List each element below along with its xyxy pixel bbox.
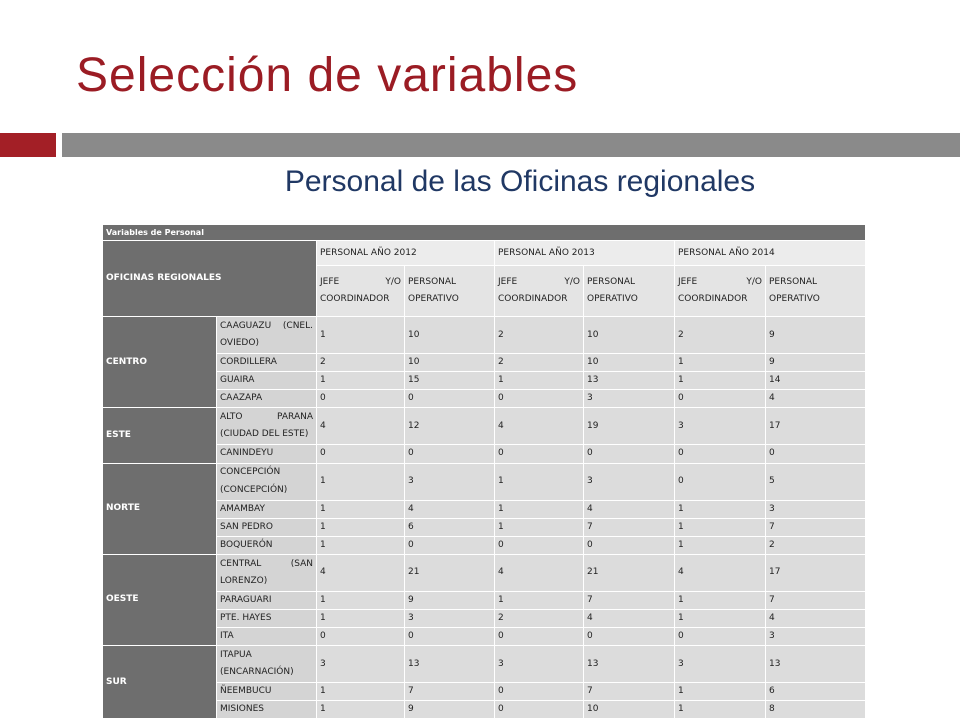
value-cell: 0 [405, 628, 495, 646]
value-cell: 3 [584, 463, 675, 500]
value-cell: 0 [495, 536, 584, 554]
value-cell: 9 [766, 317, 866, 354]
value-cell: 0 [675, 463, 766, 500]
value-cell: 1 [675, 701, 766, 719]
value-cell: 0 [495, 445, 584, 463]
value-cell: 6 [766, 683, 866, 701]
value-cell: 0 [405, 390, 495, 408]
value-cell: 0 [405, 445, 495, 463]
table-row [103, 591, 866, 609]
value-cell: 0 [317, 390, 405, 408]
value-cell: 0 [675, 445, 766, 463]
value-cell: 4 [584, 609, 675, 627]
value-cell: 0 [495, 390, 584, 408]
value-cell: 3 [495, 646, 584, 683]
value-cell: 7 [405, 683, 495, 701]
table-row [103, 518, 866, 536]
value-cell: 6 [405, 518, 495, 536]
value-cell: 1 [675, 354, 766, 372]
value-cell: 10 [584, 354, 675, 372]
value-cell: 1 [317, 372, 405, 390]
value-cell: 1 [675, 609, 766, 627]
region-cell: SUR [103, 646, 217, 719]
value-cell: 7 [766, 591, 866, 609]
value-cell: 4 [317, 408, 405, 445]
subheader-operativo: PERSONAL OPERATIVO [405, 266, 495, 317]
value-cell: 1 [317, 536, 405, 554]
value-cell: 2 [317, 354, 405, 372]
office-name: AMAMBAY [217, 500, 317, 518]
value-cell: 1 [495, 518, 584, 536]
value-cell: 0 [495, 683, 584, 701]
table-row [103, 683, 866, 701]
value-cell: 0 [495, 628, 584, 646]
value-cell: 4 [495, 408, 584, 445]
value-cell: 21 [405, 554, 495, 591]
region-cell: NORTE [103, 463, 217, 554]
office-name: BOQUERÓN [217, 536, 317, 554]
value-cell: 13 [405, 646, 495, 683]
region-header: OFICINAS REGIONALES [103, 241, 317, 317]
region-cell: CENTRO [103, 317, 217, 408]
value-cell: 10 [584, 317, 675, 354]
office-name: CAAZAPA [217, 390, 317, 408]
accent-bar-gray [62, 133, 960, 157]
value-cell: 13 [766, 646, 866, 683]
value-cell: 3 [766, 628, 866, 646]
value-cell: 1 [675, 536, 766, 554]
table-subtitle: Personal de las Oficinas regionales [284, 165, 756, 198]
value-cell: 4 [766, 609, 866, 627]
value-cell: 4 [317, 554, 405, 591]
value-cell: 4 [766, 390, 866, 408]
value-cell: 17 [766, 554, 866, 591]
value-cell: 7 [766, 518, 866, 536]
table-row [103, 317, 866, 354]
value-cell: 7 [584, 518, 675, 536]
office-name: GUAIRA [217, 372, 317, 390]
value-cell: 1 [317, 317, 405, 354]
value-cell: 9 [405, 591, 495, 609]
value-cell: 2 [675, 317, 766, 354]
table-row [103, 390, 866, 408]
value-cell: 3 [405, 463, 495, 500]
value-cell: 10 [405, 354, 495, 372]
value-cell: 0 [675, 390, 766, 408]
table-row [103, 445, 866, 463]
table-row [103, 463, 866, 500]
value-cell: 1 [675, 591, 766, 609]
value-cell: 10 [584, 701, 675, 719]
office-name: CANINDEYU [217, 445, 317, 463]
value-cell: 3 [405, 609, 495, 627]
value-cell: 1 [317, 500, 405, 518]
value-cell: 0 [766, 445, 866, 463]
value-cell: 14 [766, 372, 866, 390]
table-row [103, 500, 866, 518]
table-row [103, 609, 866, 627]
value-cell: 2 [495, 317, 584, 354]
personnel-table [102, 224, 866, 719]
year-header-2013: PERSONAL AÑO 2013 [495, 241, 675, 266]
value-cell: 9 [766, 354, 866, 372]
value-cell: 2 [495, 609, 584, 627]
value-cell: 15 [405, 372, 495, 390]
value-cell: 1 [675, 518, 766, 536]
value-cell: 3 [766, 500, 866, 518]
value-cell: 3 [584, 390, 675, 408]
value-cell: 4 [405, 500, 495, 518]
subheader-jefe: JEFE Y/O COORDINADOR [675, 266, 766, 317]
value-cell: 1 [495, 372, 584, 390]
value-cell: 17 [766, 408, 866, 445]
value-cell: 8 [766, 701, 866, 719]
value-cell: 1 [317, 683, 405, 701]
value-cell: 3 [675, 408, 766, 445]
value-cell: 0 [584, 628, 675, 646]
value-cell: 9 [405, 701, 495, 719]
subheader-jefe: JEFE Y/O COORDINADOR [317, 266, 405, 317]
table-row [103, 372, 866, 390]
office-name: CONCEPCIÓN (CONCEPCIÓN) [217, 463, 317, 500]
value-cell: 0 [405, 536, 495, 554]
year-header-2014: PERSONAL AÑO 2014 [675, 241, 866, 266]
value-cell: 7 [584, 683, 675, 701]
table-row [103, 701, 866, 719]
value-cell: 0 [495, 701, 584, 719]
office-name: MISIONES [217, 701, 317, 719]
value-cell: 2 [766, 536, 866, 554]
value-cell: 0 [317, 445, 405, 463]
table-row [103, 536, 866, 554]
value-cell: 21 [584, 554, 675, 591]
value-cell: 19 [584, 408, 675, 445]
value-cell: 7 [584, 591, 675, 609]
value-cell: 4 [495, 554, 584, 591]
value-cell: 12 [405, 408, 495, 445]
value-cell: 1 [317, 518, 405, 536]
value-cell: 3 [675, 646, 766, 683]
office-name: ALTO PARANA (CIUDAD DEL ESTE) [217, 408, 317, 445]
table-row [103, 354, 866, 372]
value-cell: 0 [584, 536, 675, 554]
value-cell: 13 [584, 646, 675, 683]
office-name: ITAPUA (ENCARNACIÓN) [217, 646, 317, 683]
value-cell: 13 [584, 372, 675, 390]
value-cell: 4 [675, 554, 766, 591]
office-name: CORDILLERA [217, 354, 317, 372]
office-name: CAAGUAZU (CNEL. OVIEDO) [217, 317, 317, 354]
value-cell: 1 [495, 591, 584, 609]
table-caption: Variables de Personal [103, 225, 866, 241]
page-title: Selección de variables [76, 49, 579, 102]
value-cell: 1 [495, 500, 584, 518]
year-header-2012: PERSONAL AÑO 2012 [317, 241, 495, 266]
value-cell: 10 [405, 317, 495, 354]
value-cell: 1 [317, 463, 405, 500]
value-cell: 0 [675, 628, 766, 646]
office-name: SAN PEDRO [217, 518, 317, 536]
value-cell: 1 [495, 463, 584, 500]
table-row [103, 646, 866, 683]
table-row [103, 628, 866, 646]
office-name: PTE. HAYES [217, 609, 317, 627]
region-cell: ESTE [103, 408, 217, 463]
region-cell: OESTE [103, 554, 217, 645]
value-cell: 0 [317, 628, 405, 646]
value-cell: 3 [317, 646, 405, 683]
value-cell: 1 [675, 372, 766, 390]
value-cell: 1 [675, 683, 766, 701]
value-cell: 1 [317, 591, 405, 609]
value-cell: 0 [584, 445, 675, 463]
accent-bar-red [0, 133, 56, 157]
value-cell: 5 [766, 463, 866, 500]
subheader-jefe: JEFE Y/O COORDINADOR [495, 266, 584, 317]
office-name: ITA [217, 628, 317, 646]
office-name: PARAGUARI [217, 591, 317, 609]
office-name: ÑEEMBUCU [217, 683, 317, 701]
table-row [103, 554, 866, 591]
subheader-operativo: PERSONAL OPERATIVO [766, 266, 866, 317]
office-name: CENTRAL (SAN LORENZO) [217, 554, 317, 591]
value-cell: 4 [584, 500, 675, 518]
value-cell: 2 [495, 354, 584, 372]
value-cell: 1 [675, 500, 766, 518]
table-row [103, 408, 866, 445]
value-cell: 1 [317, 701, 405, 719]
value-cell: 1 [317, 609, 405, 627]
subheader-operativo: PERSONAL OPERATIVO [584, 266, 675, 317]
